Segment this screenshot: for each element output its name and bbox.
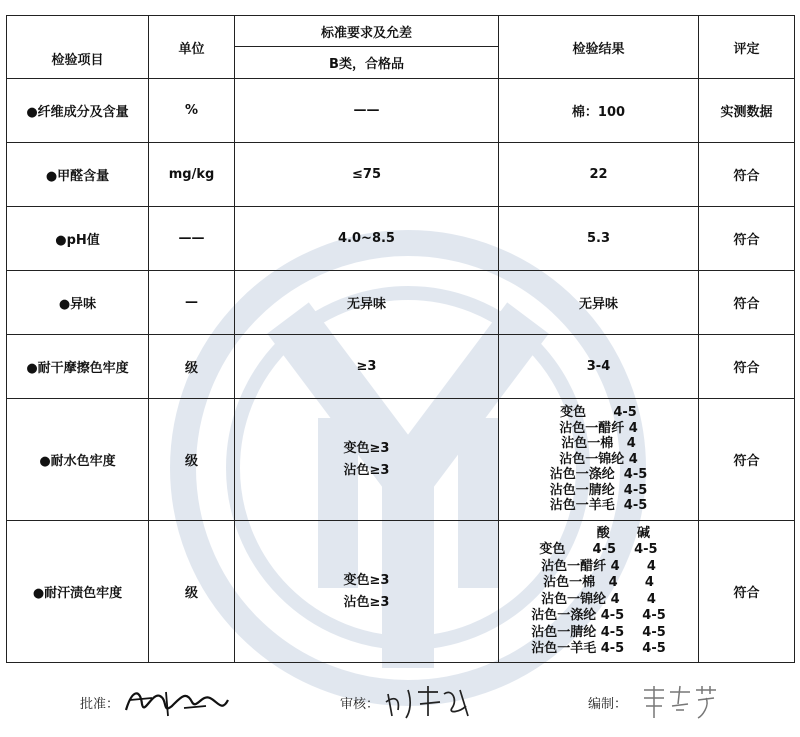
row-verdict: 符合 — [699, 143, 795, 207]
result-line: 变色 4-5 4-5 — [539, 542, 658, 557]
header-standard-sub: B类，合格品 — [235, 47, 499, 79]
row-unit: 级 — [149, 521, 235, 663]
compiler-signature — [640, 682, 720, 722]
row-standard: 4.0~8.5 — [235, 207, 499, 271]
row-item: ●耐干摩擦色牢度 — [7, 335, 149, 399]
row-standard — [235, 399, 499, 521]
row-item: ●异味 — [7, 271, 149, 335]
row-verdict: 符合 — [699, 271, 795, 335]
result-line: 沾色一腈纶 4-5 4-5 — [531, 624, 666, 640]
approve-label: 批准： — [80, 697, 120, 712]
result-line: 沾色一棉 4 4 — [543, 575, 654, 590]
approver-signature — [122, 682, 232, 722]
standard-line: 沾色≥3 — [343, 462, 390, 478]
header-standard: 标准要求及允差 — [235, 16, 499, 47]
compile-label: 编制： — [588, 697, 628, 712]
result-line: 沾色一腈纶 4-5 — [549, 482, 648, 498]
result-line: 变色 4-5 — [560, 405, 637, 421]
reviewer-signature — [382, 682, 482, 722]
row-result: 22 — [499, 143, 699, 207]
row-verdict: 符合 — [699, 207, 795, 271]
table-row — [7, 399, 795, 521]
table-row — [7, 271, 795, 335]
result-line: 沾色一醋纤 4 — [559, 420, 638, 436]
table-row — [7, 335, 795, 399]
header-verdict: 评定 — [699, 16, 795, 79]
result-line: 沾色一棉 4 — [561, 436, 636, 452]
row-unit: mg/kg — [149, 143, 235, 207]
row-unit: — — [149, 271, 235, 335]
row-result: 3-4 — [499, 335, 699, 399]
row-result: 5.3 — [499, 207, 699, 271]
row-verdict: 符合 — [699, 521, 795, 663]
row-standard — [235, 521, 499, 663]
result-line: 沾色一羊毛 4-5 4-5 — [531, 641, 666, 656]
standard-line: 变色≥3 — [343, 572, 390, 588]
row-item: ●耐水色牢度 — [7, 399, 149, 521]
table-row — [7, 143, 795, 207]
result-line: 沾色一羊毛 4-5 — [549, 498, 648, 514]
row-standard: ≤75 — [235, 143, 499, 207]
standard-line: 沾色≥3 — [343, 594, 390, 610]
row-result: 棉：100 — [499, 79, 699, 143]
standard-line: 变色≥3 — [343, 440, 390, 456]
row-unit: % — [149, 79, 235, 143]
row-result-list — [499, 399, 699, 521]
row-unit: 级 — [149, 399, 235, 521]
row-standard: ≥3 — [235, 335, 499, 399]
row-verdict: 符合 — [699, 335, 795, 399]
row-item: ●耐汗渍色牢度 — [7, 521, 149, 663]
table-row — [7, 79, 795, 143]
result-line: 沾色一涤纶 4-5 — [549, 467, 648, 483]
row-item: ●纤维成分及含量 — [7, 79, 149, 143]
row-item: ●pH值 — [7, 207, 149, 271]
row-verdict: 实测数据 — [699, 79, 795, 143]
header-item: 检验项目 — [7, 16, 149, 79]
result-line: 酸 碱 — [547, 525, 650, 541]
result-line: 沾色一醋纤 4 4 — [541, 558, 656, 574]
result-line: 沾色一锦纶 4 — [559, 451, 638, 467]
row-result: 无异味 — [499, 271, 699, 335]
inspection-table — [6, 15, 795, 663]
header-result: 检验结果 — [499, 16, 699, 79]
result-line: 沾色一锦纶 4 4 — [541, 591, 656, 607]
row-standard: 无异味 — [235, 271, 499, 335]
table-row — [7, 207, 795, 271]
review-label: 审核： — [340, 697, 380, 712]
row-result-list — [499, 521, 699, 663]
row-standard: —— — [235, 79, 499, 143]
table-row — [7, 521, 795, 663]
row-item: ●甲醛含量 — [7, 143, 149, 207]
row-verdict: 符合 — [699, 399, 795, 521]
header-unit: 单位 — [149, 16, 235, 79]
row-unit: 级 — [149, 335, 235, 399]
result-line: 沾色一涤纶 4-5 4-5 — [531, 608, 666, 623]
row-unit: —— — [149, 207, 235, 271]
red-stamp-edge — [640, 0, 750, 4]
